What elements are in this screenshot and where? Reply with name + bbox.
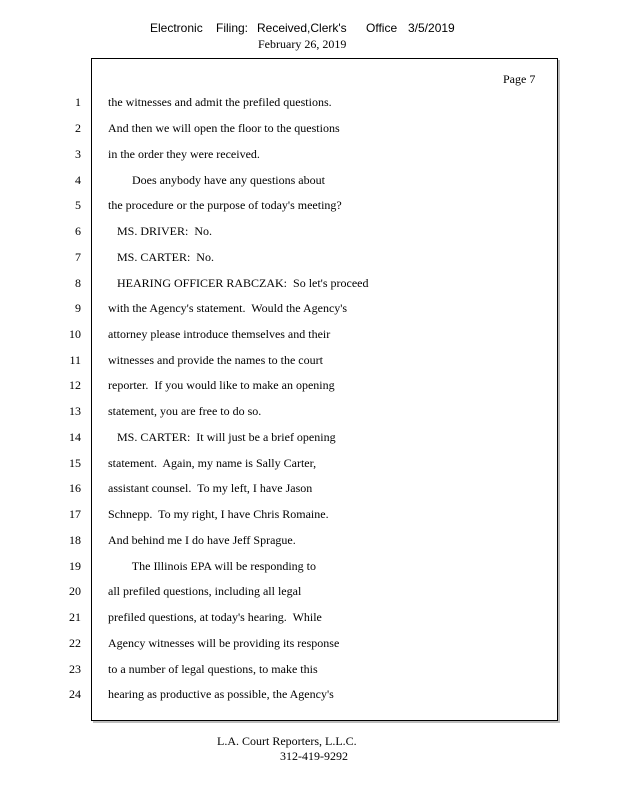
filed-date: February 26, 2019 [258,37,347,51]
line-number: 2 [75,121,81,135]
transcript-line: Does anybody have any questions about [108,173,325,187]
line-number: 4 [75,173,81,187]
transcript-line: in the order they were received. [108,147,260,161]
transcript-line: attorney please introduce themselves and their [108,327,331,341]
transcript-line: Agency witnesses will be providing its response [108,636,340,650]
line-number: 3 [75,147,81,161]
transcript-line: hearing as productive as possible, the Agency's [108,687,334,701]
transcript-line: MS. CARTER: No. [108,250,214,264]
line-number: 19 [69,559,81,573]
line-number: 18 [69,533,81,547]
transcript-line: the witnesses and admit the prefiled questions. [108,95,332,109]
transcript-line: witnesses and provide the names to the court [108,353,323,367]
transcript-line: the procedure or the purpose of today's meeting? [108,198,342,212]
line-number: 11 [69,353,81,367]
transcript-line: MS. DRIVER: No. [108,224,213,238]
stamp-received: Received,Clerk's [257,21,347,35]
line-number: 9 [75,301,81,315]
transcript-line: And then we will open the floor to the questions [108,121,340,135]
transcript-line: all prefiled questions, including all legal [108,584,302,598]
line-number: 21 [69,610,81,624]
footer-phone: 312-419-9292 [280,749,348,763]
line-number: 10 [69,327,81,341]
stamp-office: Office [366,21,398,35]
line-number: 1 [75,95,81,109]
line-number: 6 [75,224,81,238]
line-number: 7 [75,250,81,264]
line-number: 15 [69,456,81,470]
line-number: 5 [75,198,81,212]
stamp-filing: Filing: [216,21,249,35]
stamp-electronic: Electronic [150,21,203,35]
transcript-line: statement. Again, my name is Sally Carter, [108,456,317,470]
transcript-line: MS. CARTER: It will just be a brief opening [108,430,336,444]
line-number: 8 [75,276,81,290]
line-number: 22 [69,636,81,650]
transcript-line: Schnepp. To my right, I have Chris Romaine. [108,507,329,521]
line-number: 12 [69,378,81,392]
transcript-line: statement, you are free to do so. [108,404,262,418]
stamp-date: 3/5/2019 [408,21,455,35]
transcript-line: reporter. If you would like to make an opening [108,378,335,392]
line-number: 20 [69,584,81,598]
line-number: 14 [69,430,81,444]
footer-company: L.A. Court Reporters, L.L.C. [217,734,357,748]
transcript-line: The Illinois EPA will be responding to [108,559,317,573]
transcript-line: HEARING OFFICER RABCZAK: So let's proceed [108,276,369,290]
transcript-line: with the Agency's statement. Would the Agency's [108,301,348,315]
line-number: 24 [69,687,81,701]
transcript-line: And behind me I do have Jeff Sprague. [108,533,296,547]
filing-stamp [0,21,618,37]
transcript-line: prefiled questions, at today's hearing. While [108,610,322,624]
page-number: Page 7 [503,72,536,86]
transcript-line: to a number of legal questions, to make this [108,662,318,676]
line-number: 23 [69,662,81,676]
transcript-line: assistant counsel. To my left, I have Jason [108,481,313,495]
line-number: 16 [69,481,81,495]
line-number: 17 [69,507,81,521]
line-number: 13 [69,404,81,418]
